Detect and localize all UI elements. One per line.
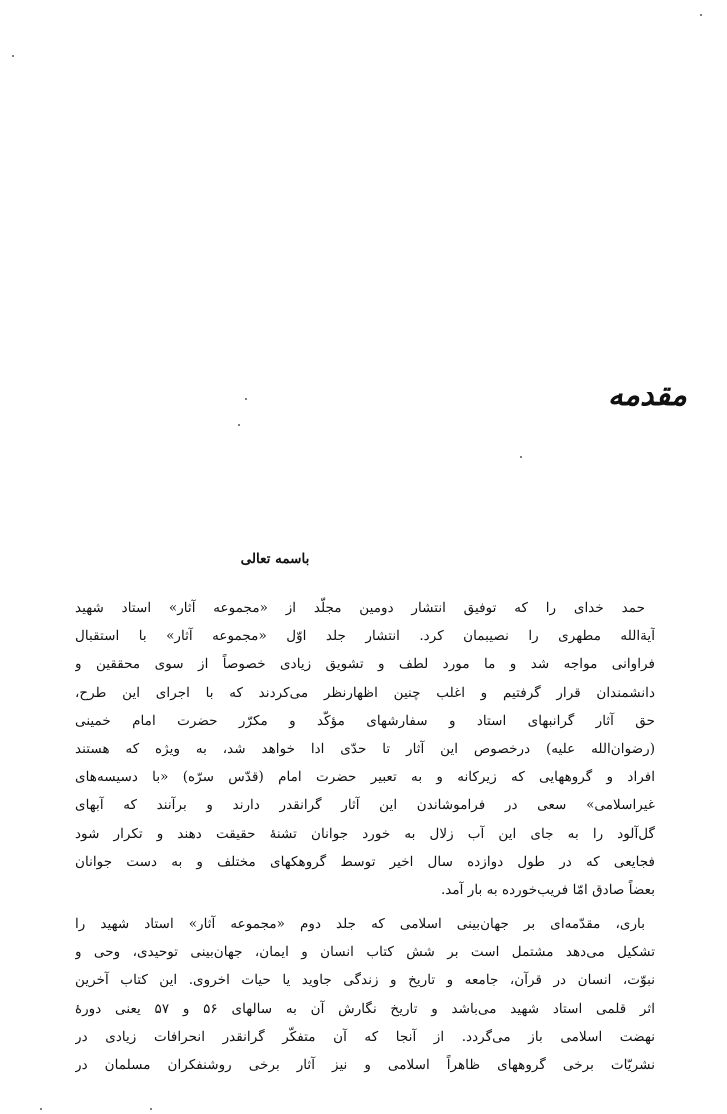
body-text bbox=[75, 594, 655, 1079]
text-line: غیراسلامی» سعی در فراموشاندن این آثار گرانقدر دارند و برآنند که آبهای bbox=[75, 797, 655, 814]
scan-speck bbox=[245, 398, 247, 400]
text-line: تشکیل می‌دهد مشتمل است بر شش کتاب انسان و ایمان، جهان‌بینی توحیدی، وحی و bbox=[75, 944, 655, 961]
text-line: فجایعی که در طول دوازده سال اخیر توسط گروهکهای مختلف و به دست جوانان bbox=[75, 853, 655, 870]
text-line: نبوّت، انسان در قرآن، جامعه و تاریخ و زندگی جاوید یا حیات اخروی. این کتاب آخرین bbox=[75, 972, 655, 989]
scan-speck bbox=[40, 1108, 42, 1110]
scan-speck bbox=[12, 55, 14, 57]
text-line: گل‌آلود را به جای این آب زلال به خورد جوانان تشنهٔ حقیقت دهند و تکرار شود bbox=[75, 825, 655, 842]
text-line: افراد و گروههایی که زیرکانه و به تعبیر حضرت امام (قدّس سرّه) «با دسیسه‌های bbox=[75, 769, 655, 786]
scan-speck bbox=[150, 1108, 152, 1110]
text-line: نهضت اسلامی باز می‌گردد. از آنجا که آن متفکّر گرانقدر انحرافات زیادی در bbox=[75, 1028, 655, 1045]
text-line: باری، مقدّمه‌ای بر جهان‌بینی اسلامی که جلد دوم «مجموعه آثار» استاد شهید را bbox=[75, 916, 645, 933]
text-line: فراوانی مواجه شد و ما مورد لطف و تشویق زیادی خصوصاً از سوی محققین و bbox=[75, 656, 655, 673]
text-line: بعضاً صادق امّا فریب‌خورده به بار آمد. bbox=[440, 881, 655, 898]
invocation-heading: باسمه تعالی bbox=[240, 551, 310, 567]
text-line: حق آثار گرانبهای استاد و سفارشهای مؤکّد و مکرّر حضرت امام خمینی bbox=[75, 712, 655, 729]
text-line: دانشمندان قرار گرفتیم و اغلب چنین اظهارنظر می‌کردند که با اجرای این طرح، bbox=[75, 684, 655, 701]
chapter-title: مقدمه bbox=[607, 378, 687, 413]
paragraph-1 bbox=[75, 594, 655, 904]
scan-speck bbox=[700, 14, 702, 16]
text-line: اثر قلمی استاد شهید می‌باشد و تاریخ نگارش آن به سالهای ۵۶ و ۵۷ یعنی دورهٔ bbox=[75, 1000, 655, 1017]
scan-speck bbox=[520, 456, 522, 458]
paragraph-2 bbox=[75, 910, 655, 1079]
scan-speck bbox=[238, 424, 240, 426]
text-line: (رضوان‌الله علیه) درخصوص این آثار تا حدّی ادا خواهد شد، به ویژه که هستند bbox=[75, 740, 655, 757]
text-line: حمد خدای را که توفیق انتشار دومین مجلّد از «مجموعه آثار» استاد شهید bbox=[75, 600, 645, 616]
text-line: نشریّات برخی گروههای ظاهراً اسلامی و نیز آثار برخی روشنفکران مسلمان در bbox=[75, 1057, 655, 1073]
text-line: آیة‌الله مطهری را نصیبمان کرد. انتشار جلد اوّل «مجموعه آثار» با استقبال bbox=[75, 628, 655, 645]
